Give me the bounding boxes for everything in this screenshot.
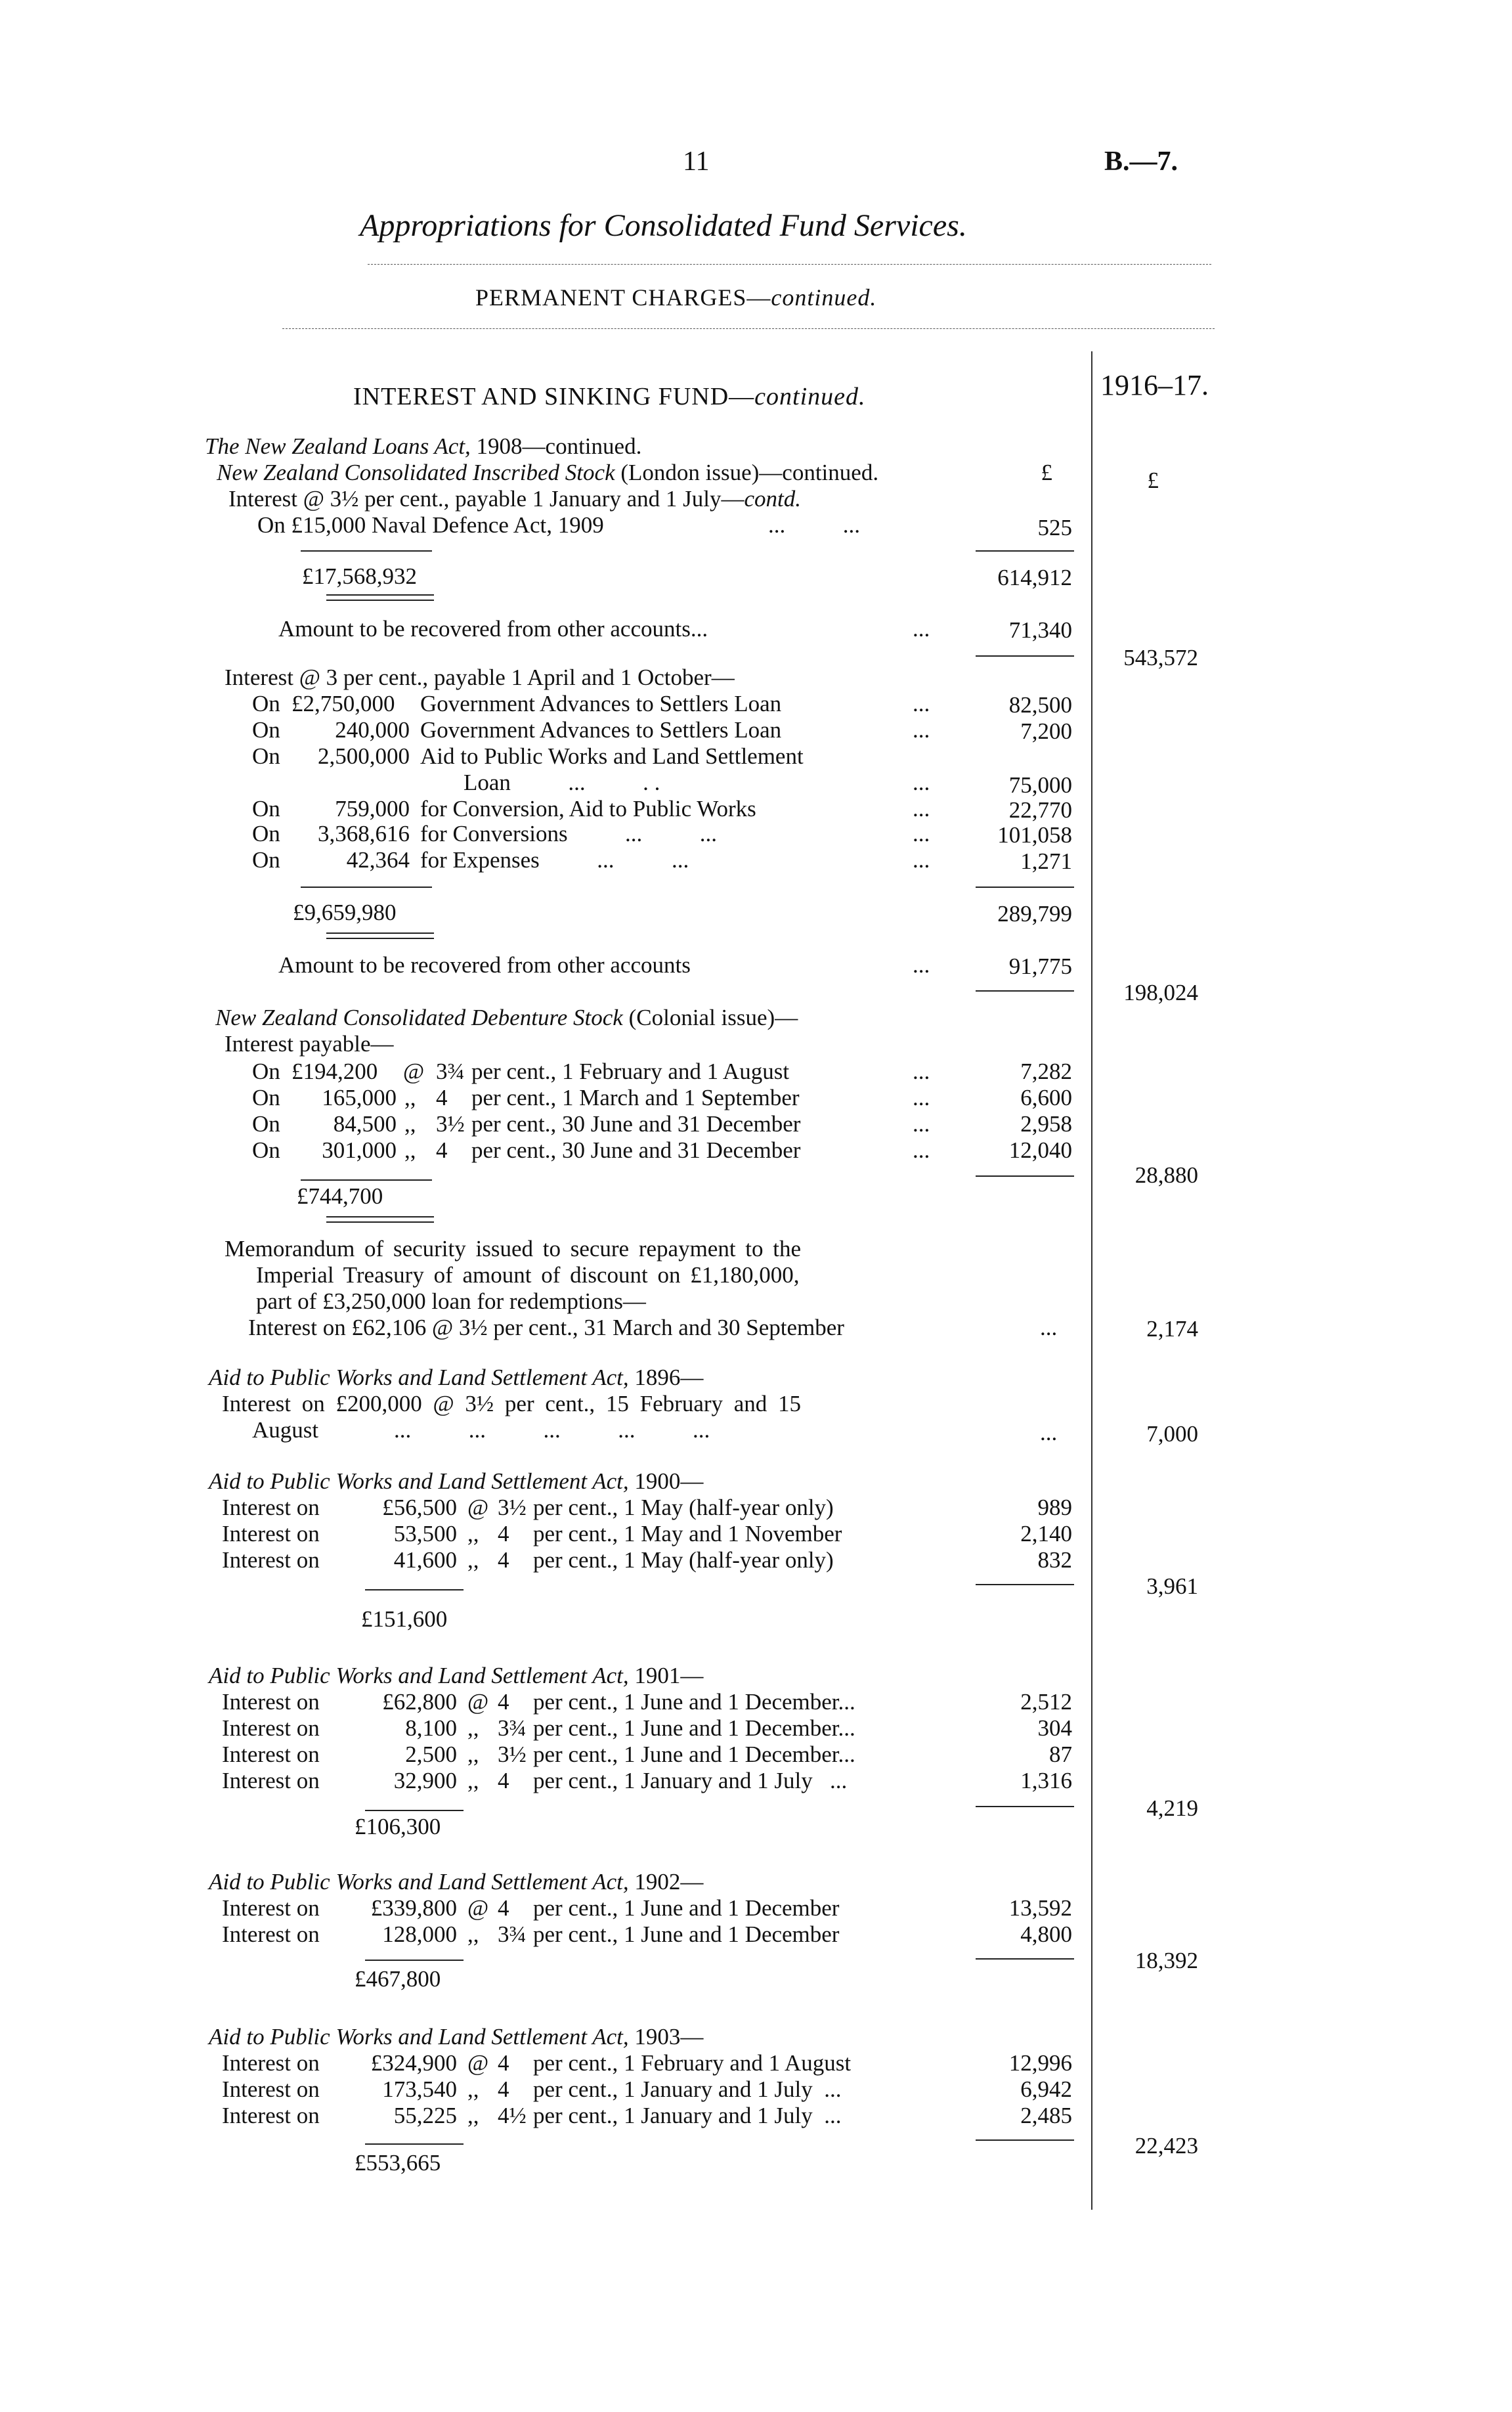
row-amount: 12,996 bbox=[1008, 2050, 1072, 2076]
row-principal: 3,368,616 bbox=[318, 821, 410, 846]
row-mark: ,, bbox=[467, 2103, 479, 2128]
row-rate: 3¾ bbox=[498, 1715, 527, 1741]
row-mark: @ bbox=[467, 1689, 489, 1715]
row-dots: ... bbox=[913, 1111, 930, 1137]
year-column-header: 1916–17. bbox=[1100, 369, 1209, 401]
row-rate: 4 bbox=[498, 1521, 509, 1546]
row-mark: ,, bbox=[467, 1547, 479, 1573]
row-mark: ,, bbox=[467, 1521, 479, 1546]
three-percent-intro: Interest @ 3 per cent., payable 1 April and 1 October— bbox=[225, 665, 735, 690]
row-amount: 22,770 bbox=[1008, 797, 1072, 823]
row-principal: £339,800 bbox=[370, 1895, 457, 1921]
section-heading bbox=[353, 382, 866, 411]
row-amount: 2,140 bbox=[1020, 1521, 1072, 1546]
row-amount: 7,200 bbox=[1020, 718, 1072, 744]
act-title-rest: 1901— bbox=[628, 1663, 704, 1688]
act-1896-title bbox=[209, 1365, 703, 1391]
row-dots: ... bbox=[913, 1137, 930, 1163]
act-1896-dots: ... bbox=[1040, 1420, 1058, 1445]
title-rule bbox=[368, 264, 1211, 265]
row-dots: ... bbox=[913, 770, 930, 795]
act-title-italic: Aid to Public Works and Land Settlement Act, bbox=[209, 2024, 629, 2050]
row-amount: 1,316 bbox=[1020, 1768, 1072, 1793]
recover-label: Amount to be recovered from other accounts bbox=[278, 952, 691, 978]
inscribed-stock-title-rest: (London issue)—continued. bbox=[615, 460, 879, 485]
act-1900-title bbox=[209, 1468, 703, 1495]
act-title-italic: Aid to Public Works and Land Settlement Act, bbox=[209, 1468, 629, 1494]
row-mark: @ bbox=[467, 1495, 489, 1520]
act-title-italic: Aid to Public Works and Land Settlement Act, bbox=[209, 1869, 629, 1895]
row-description: Government Advances to Settlers Loan bbox=[420, 717, 782, 743]
act-title-rest: 1903— bbox=[628, 2024, 704, 2050]
row-amount: 989 bbox=[1037, 1495, 1072, 1520]
row-lead: Interest on bbox=[222, 1768, 320, 1793]
column-rule bbox=[1091, 351, 1092, 2210]
row-principal: 41,600 bbox=[393, 1547, 457, 1573]
net-amount: 22,423 bbox=[1134, 2133, 1198, 2159]
rule bbox=[301, 1179, 432, 1181]
row-principal: £2,750,000 bbox=[292, 691, 395, 716]
row-amount: 832 bbox=[1037, 1547, 1072, 1573]
row-description: for Expenses ... ... bbox=[420, 847, 689, 873]
row-description: per cent., 1 January and 1 July ... bbox=[533, 2076, 842, 2102]
net-amount: 18,392 bbox=[1134, 1948, 1198, 1973]
page-number: 11 bbox=[683, 146, 710, 177]
row-principal: 2,500 bbox=[405, 1742, 457, 1767]
row-description: per cent., 1 March and 1 September bbox=[471, 1085, 800, 1110]
memo-line-1: Memorandum of security issued to secure repayment to the bbox=[225, 1236, 802, 1261]
outer-pound-sign: £ bbox=[1147, 468, 1159, 493]
row-principal: 240,000 bbox=[335, 717, 410, 743]
rule bbox=[976, 1175, 1074, 1177]
row-on: On bbox=[252, 1085, 280, 1110]
act-1896-line-1: Interest on £200,000 @ 3½ per cent., 15 February and 15 bbox=[222, 1391, 802, 1416]
row-description: per cent., 30 June and 31 December bbox=[471, 1137, 801, 1163]
inner-pound-sign: £ bbox=[1041, 460, 1052, 485]
row-principal: 53,500 bbox=[393, 1521, 457, 1546]
row-rate: 4 bbox=[498, 2050, 509, 2076]
row-on: On bbox=[252, 1059, 280, 1084]
rule bbox=[976, 887, 1074, 888]
naval-defence-line: On £15,000 Naval Defence Act, 1909 bbox=[257, 512, 604, 538]
net-amount: 3,961 bbox=[1146, 1573, 1198, 1599]
row-lead: Interest on bbox=[222, 2050, 320, 2076]
row-principal: £194,200 bbox=[292, 1059, 378, 1084]
row-amount: 2,485 bbox=[1020, 2103, 1072, 2128]
row-lead: Interest on bbox=[222, 1547, 320, 1573]
row-dots: ... bbox=[913, 1059, 930, 1084]
double-rule bbox=[326, 932, 434, 939]
row-dots: ... bbox=[913, 691, 930, 716]
row-mark: ,, bbox=[467, 1742, 479, 1767]
row-mark: ,, bbox=[467, 1715, 479, 1741]
section-heading-continued: continued. bbox=[754, 383, 866, 410]
net-amount: 198,024 bbox=[1123, 980, 1198, 1005]
naval-defence-dots: ... ... bbox=[768, 512, 860, 538]
row-rate: 3½ bbox=[498, 1495, 527, 1520]
net-amount: 543,572 bbox=[1123, 645, 1198, 670]
interest-3-5-contd: contd. bbox=[744, 486, 801, 512]
row-description: per cent., 1 June and 1 December bbox=[533, 1895, 840, 1921]
row-description: Government Advances to Settlers Loan bbox=[420, 691, 782, 716]
row-rate: 3½ bbox=[436, 1111, 465, 1137]
memo-line-2: Imperial Treasury of amount of discount on £1,180,000, bbox=[256, 1262, 800, 1288]
rule bbox=[976, 1584, 1074, 1585]
row-principal: 301,000 bbox=[322, 1137, 397, 1163]
row-lead: Interest on bbox=[222, 1521, 320, 1546]
act-1896-line-2-dots: ... ... ... ... ... bbox=[394, 1417, 710, 1443]
net-amount: 4,219 bbox=[1146, 1795, 1198, 1821]
row-on: On bbox=[252, 717, 280, 743]
recover-dots: ... bbox=[913, 616, 930, 642]
row-description: per cent., 1 May and 1 November bbox=[533, 1521, 842, 1546]
row-description: per cent., 1 May (half-year only) bbox=[533, 1547, 834, 1573]
row-description: per cent., 1 June and 1 December... bbox=[533, 1715, 855, 1741]
subtotal-label: £17,568,932 bbox=[302, 563, 417, 589]
recover-amount: 91,775 bbox=[1008, 954, 1072, 979]
row-description: per cent., 1 February and 1 August bbox=[533, 2050, 852, 2076]
rule bbox=[976, 655, 1074, 657]
row-mark: ,, bbox=[467, 1921, 479, 1947]
row-description: for Conversion, Aid to Public Works bbox=[420, 796, 756, 822]
row-amount: 13,592 bbox=[1008, 1895, 1072, 1921]
memo-line-4: Interest on £62,106 @ 3½ per cent., 31 March and 30 September bbox=[248, 1315, 844, 1340]
rule bbox=[365, 2143, 464, 2145]
row-rate: 3¾ bbox=[436, 1059, 465, 1084]
act-1902-title bbox=[209, 1869, 703, 1895]
subtotal-amount: 289,799 bbox=[997, 901, 1072, 927]
subtitle-rule bbox=[282, 328, 1215, 329]
row-description: per cent., 1 February and 1 August bbox=[471, 1059, 790, 1084]
net-amount: 2,174 bbox=[1146, 1316, 1198, 1342]
row-principal: £324,900 bbox=[370, 2050, 457, 2076]
row-amount: 82,500 bbox=[1008, 692, 1072, 718]
row-amount: 101,058 bbox=[997, 822, 1072, 848]
row-lead: Interest on bbox=[222, 1495, 320, 1520]
row-principal: 84,500 bbox=[333, 1111, 397, 1137]
rule bbox=[976, 990, 1074, 992]
row-on: On bbox=[252, 743, 280, 769]
rule bbox=[976, 1806, 1074, 1807]
row-mark: @ bbox=[467, 1895, 489, 1921]
row-on: On bbox=[252, 847, 280, 873]
row-description: per cent., 1 January and 1 July ... bbox=[533, 2103, 842, 2128]
act-title-italic: Aid to Public Works and Land Settlement Act, bbox=[209, 1365, 629, 1390]
row-dots: ... bbox=[913, 717, 930, 743]
row-rate: 4 bbox=[498, 1547, 509, 1573]
rule bbox=[976, 1958, 1074, 1960]
row-description: per cent., 1 January and 1 July ... bbox=[533, 1768, 848, 1793]
row-dots: ... bbox=[913, 796, 930, 822]
subtitle-main: PERMANENT CHARGES— bbox=[475, 284, 771, 311]
row-principal: 173,540 bbox=[382, 2076, 457, 2102]
row-on: On bbox=[252, 821, 280, 846]
row-principal: £56,500 bbox=[382, 1495, 457, 1520]
row-on: On bbox=[252, 796, 280, 822]
row-principal: 32,900 bbox=[393, 1768, 457, 1793]
inscribed-stock-title bbox=[217, 460, 878, 486]
recover-dots: ... bbox=[913, 952, 930, 978]
act-title-rest: 1900— bbox=[628, 1468, 704, 1494]
row-lead: Interest on bbox=[222, 1715, 320, 1741]
debenture-title-rest: (Colonial issue)— bbox=[622, 1005, 798, 1030]
row-amount: 75,000 bbox=[1008, 772, 1072, 798]
double-rule bbox=[326, 594, 434, 601]
row-principal: 8,100 bbox=[405, 1715, 457, 1741]
row-principal: £62,800 bbox=[382, 1689, 457, 1715]
row-amount: 1,271 bbox=[1020, 848, 1072, 874]
row-amount: 4,800 bbox=[1020, 1921, 1072, 1947]
row-amount: 2,512 bbox=[1020, 1689, 1072, 1715]
row-lead: Interest on bbox=[222, 1895, 320, 1921]
row-description: per cent., 1 June and 1 December... bbox=[533, 1742, 855, 1767]
row-principal: 759,000 bbox=[335, 796, 410, 822]
loans-act-title-italic: The New Zealand Loans Act, bbox=[205, 433, 471, 459]
row-principal: 42,364 bbox=[346, 847, 410, 873]
rule bbox=[976, 2139, 1074, 2141]
row-amount: 304 bbox=[1037, 1715, 1072, 1741]
subtotal-label: £9,659,980 bbox=[293, 900, 397, 925]
row-dots: ... bbox=[913, 847, 930, 873]
subtotal-amount: 614,912 bbox=[997, 565, 1072, 590]
row-rate: 4 bbox=[498, 1689, 509, 1715]
double-rule bbox=[326, 1216, 434, 1223]
row-mark: ,, bbox=[404, 1111, 416, 1137]
row-lead: Interest on bbox=[222, 2076, 320, 2102]
act-1901-title bbox=[209, 1663, 703, 1689]
page-title: Appropriations for Consolidated Fund Services. bbox=[360, 208, 967, 243]
row-description: per cent., 1 June and 1 December bbox=[533, 1921, 840, 1947]
row-rate: 4 bbox=[498, 1895, 509, 1921]
rule bbox=[365, 1810, 464, 1811]
debenture-title bbox=[215, 1005, 798, 1031]
row-principal: 55,225 bbox=[393, 2103, 457, 2128]
act-1903-title bbox=[209, 2024, 703, 2050]
row-description: for Conversions ... ... bbox=[420, 821, 718, 846]
recover-label: Amount to be recovered from other accounts... bbox=[278, 616, 708, 642]
interest-3-5-line bbox=[228, 486, 801, 512]
act-1896-line-2: August bbox=[252, 1417, 319, 1443]
row-description: per cent., 30 June and 31 December bbox=[471, 1111, 801, 1137]
rule bbox=[301, 550, 432, 552]
row-rate: 4 bbox=[498, 2076, 509, 2102]
inscribed-stock-title-italic: New Zealand Consolidated Inscribed Stock bbox=[217, 460, 615, 485]
document-reference: B.—7. bbox=[1104, 146, 1178, 177]
row-lead: Interest on bbox=[222, 1921, 320, 1947]
row-description: Loan ... . . bbox=[464, 770, 660, 795]
row-mark: ,, bbox=[467, 1768, 479, 1793]
naval-defence-amount: 525 bbox=[1037, 515, 1072, 540]
row-mark: @ bbox=[403, 1059, 425, 1084]
rule bbox=[365, 1589, 464, 1590]
row-amount: 6,942 bbox=[1020, 2076, 1072, 2102]
debenture-title-italic: New Zealand Consolidated Debenture Stock bbox=[215, 1005, 623, 1030]
row-lead: Interest on bbox=[222, 1742, 320, 1767]
row-mark: ,, bbox=[467, 2076, 479, 2102]
row-rate: 4 bbox=[498, 1768, 509, 1793]
row-description: per cent., 1 May (half-year only) bbox=[533, 1495, 834, 1520]
row-mark: ,, bbox=[404, 1137, 416, 1163]
row-lead: Interest on bbox=[222, 1689, 320, 1715]
subtotal-label: £467,800 bbox=[355, 1966, 441, 1992]
subtotal-label: £151,600 bbox=[361, 1606, 448, 1632]
row-on: On bbox=[252, 691, 280, 716]
subtotal-label: £553,665 bbox=[355, 2150, 441, 2176]
row-rate: 3½ bbox=[498, 1742, 527, 1767]
act-title-italic: Aid to Public Works and Land Settlement Act, bbox=[209, 1663, 629, 1688]
row-principal: 165,000 bbox=[322, 1085, 397, 1110]
net-amount: 28,880 bbox=[1134, 1162, 1198, 1188]
section-heading-main: INTEREST AND SINKING FUND— bbox=[353, 383, 755, 410]
rule bbox=[976, 550, 1074, 552]
page-subtitle bbox=[475, 284, 876, 311]
loans-act-title-rest: 1908—continued. bbox=[470, 433, 642, 459]
rule bbox=[301, 887, 432, 888]
row-on: On bbox=[252, 1111, 280, 1137]
row-principal: 128,000 bbox=[382, 1921, 457, 1947]
subtotal-label: £106,300 bbox=[355, 1814, 441, 1839]
act-title-rest: 1896— bbox=[628, 1365, 704, 1390]
memo-line-3: part of £3,250,000 loan for redemptions— bbox=[256, 1288, 646, 1314]
row-amount: 12,040 bbox=[1008, 1137, 1072, 1163]
row-rate: 4 bbox=[436, 1085, 448, 1110]
net-amount: 7,000 bbox=[1146, 1421, 1198, 1447]
row-amount: 2,958 bbox=[1020, 1111, 1072, 1137]
subtitle-continued: continued. bbox=[771, 284, 877, 311]
row-lead: Interest on bbox=[222, 2103, 320, 2128]
debenture-payable: Interest payable— bbox=[225, 1031, 394, 1057]
row-rate: 4½ bbox=[498, 2103, 527, 2128]
row-amount: 87 bbox=[1049, 1742, 1072, 1767]
row-dots: ... bbox=[913, 821, 930, 846]
row-amount: 6,600 bbox=[1020, 1085, 1072, 1110]
row-rate: 4 bbox=[436, 1137, 448, 1163]
row-description: Aid to Public Works and Land Settlement bbox=[420, 743, 804, 769]
memo-dots: ... bbox=[1040, 1315, 1058, 1340]
row-principal: 2,500,000 bbox=[318, 743, 410, 769]
row-mark: ,, bbox=[404, 1085, 416, 1110]
act-title-rest: 1902— bbox=[628, 1869, 704, 1895]
rule bbox=[365, 1960, 464, 1961]
row-on: On bbox=[252, 1137, 280, 1163]
loans-act-title bbox=[205, 433, 641, 460]
subtotal-label: £744,700 bbox=[297, 1183, 383, 1209]
row-dots: ... bbox=[913, 1085, 930, 1110]
recover-amount: 71,340 bbox=[1008, 617, 1072, 643]
row-rate: 3¾ bbox=[498, 1921, 527, 1947]
interest-3-5-text: Interest @ 3½ per cent., payable 1 January and 1 July— bbox=[228, 486, 745, 512]
row-amount: 7,282 bbox=[1020, 1059, 1072, 1084]
row-description: per cent., 1 June and 1 December... bbox=[533, 1689, 855, 1715]
row-mark: @ bbox=[467, 2050, 489, 2076]
